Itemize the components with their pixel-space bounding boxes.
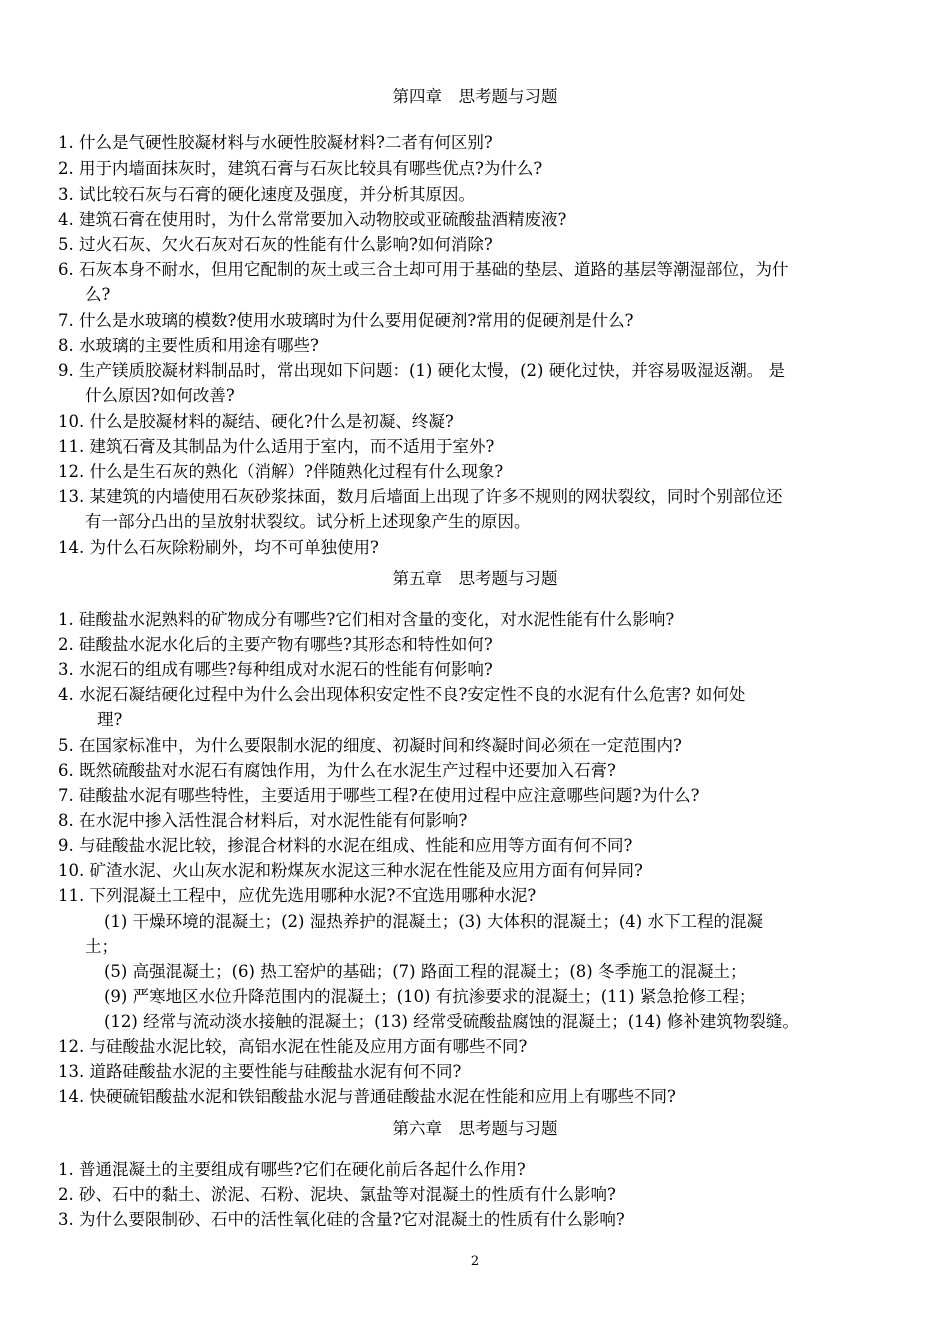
- ch5-q1: 1. 硅酸盐水泥熟料的矿物成分有哪些?它们相对含量的变化，对水泥性能有什么影响?: [58, 610, 675, 629]
- ch6-q2: 2. 砂、石中的黏土、淤泥、石粉、泥块、氯盐等对混凝土的性质有什么影响?: [58, 1185, 616, 1204]
- ch5-q11-option-line-1: (1) 干燥环境的混凝土；(2) 湿热养护的混凝土；(3) 大体积的混凝土；(4) 水下工程的混凝: [104, 912, 763, 931]
- ch4-q2: 2. 用于内墙面抹灰时，建筑石膏与石灰比较具有哪些优点?为什么?: [58, 159, 543, 178]
- ch4-q1: 1. 什么是气硬性胶凝材料与水硬性胶凝材料?二者有何区别?: [58, 133, 493, 152]
- ch5-q8: 8. 在水泥中掺入活性混合材料后，对水泥性能有何影响?: [58, 811, 468, 830]
- ch6-q3: 3. 为什么要限制砂、石中的活性氧化硅的含量?它对混凝土的性质有什么影响?: [58, 1210, 625, 1229]
- ch4-q13: 13. 某建筑的内墙使用石灰砂浆抹面，数月后墙面上出现了许多不规则的网状裂纹，同时个别部位还: [58, 487, 783, 506]
- ch5-q11: 11. 下列混凝土工程中，应优先选用哪种水泥?不宜选用哪种水泥?: [58, 886, 537, 905]
- ch5-q12: 12. 与硅酸盐水泥比较，高铝水泥在性能及应用方面有哪些不同?: [58, 1037, 528, 1056]
- chapter-6-heading: 第六章 思考题与习题: [392, 1119, 558, 1138]
- ch5-q11-option-line-1-cont: 土；: [85, 937, 118, 956]
- ch4-q13-cont: 有一部分凸出的呈放射状裂纹。试分析上述现象产生的原因。: [85, 512, 531, 531]
- ch4-q11: 11. 建筑石膏及其制品为什么适用于室内，而不适用于室外?: [58, 437, 495, 456]
- ch5-q7: 7. 硅酸盐水泥有哪些特性，主要适用于哪些工程?在使用过程中应注意哪些问题?为什么?: [58, 786, 700, 805]
- ch5-q11-option-line-3: (9) 严寒地区水位升降范围内的混凝土；(10) 有抗渗要求的混凝土；(11) 紧急抢修工程；: [104, 987, 756, 1006]
- ch5-q11-option-line-4: (12) 经常与流动淡水接触的混凝土；(13) 经常受硫酸盐腐蚀的混凝土；(14) 修补建筑物裂缝。: [104, 1012, 799, 1031]
- ch4-q5: 5. 过火石灰、欠火石灰对石灰的性能有什么影响?如何消除?: [58, 235, 493, 254]
- page-number: 2: [470, 1254, 480, 1269]
- ch5-q14: 14. 快硬硫铝酸盐水泥和铁铝酸盐水泥与普通硅酸盐水泥在性能和应用上有哪些不同?: [58, 1087, 676, 1106]
- chapter-4-heading: 第四章 思考题与习题: [392, 87, 558, 106]
- ch5-q5: 5. 在国家标准中，为什么要限制水泥的细度、初凝时间和终凝时间必须在一定范围内?: [58, 736, 682, 755]
- ch5-q4: 4. 水泥石凝结硬化过程中为什么会出现体积安定性不良?安定性不良的水泥有什么危害? 如何处: [58, 685, 746, 704]
- ch4-q10: 10. 什么是胶凝材料的凝结、硬化?什么是初凝、终凝?: [58, 412, 454, 431]
- ch5-q10: 10. 矿渣水泥、火山灰水泥和粉煤灰水泥这三种水泥在性能及应用方面有何异同?: [58, 861, 643, 880]
- ch4-q9: 9. 生产镁质胶凝材料制品时，常出现如下问题：(1) 硬化太慢，(2) 硬化过快，并容易吸湿返潮。 是: [58, 361, 785, 380]
- ch5-q9: 9. 与硅酸盐水泥比较，掺混合材料的水泥在组成、性能和应用等方面有何不同?: [58, 836, 633, 855]
- chapter-5-heading: 第五章 思考题与习题: [392, 569, 558, 588]
- ch4-q8: 8. 水玻璃的主要性质和用途有哪些?: [58, 336, 319, 355]
- ch4-q4: 4. 建筑石膏在使用时，为什么常常要加入动物胶或亚硫酸盐酒精废液?: [58, 210, 567, 229]
- ch4-q3: 3. 试比较石灰与石膏的硬化速度及强度，并分析其原因。: [58, 185, 475, 204]
- ch5-q6: 6. 既然硫酸盐对水泥石有腐蚀作用，为什么在水泥生产过程中还要加入石膏?: [58, 761, 616, 780]
- ch5-q3: 3. 水泥石的组成有哪些?每种组成对水泥石的性能有何影响?: [58, 660, 493, 679]
- ch6-q1: 1. 普通混凝土的主要组成有哪些?它们在硬化前后各起什么作用?: [58, 1160, 526, 1179]
- ch4-q6: 6. 石灰本身不耐水，但用它配制的灰土或三合土却可用于基础的垫层、道路的基层等潮湿部位，为什: [58, 260, 789, 279]
- ch5-q2: 2. 硅酸盐水泥水化后的主要产物有哪些?其形态和特性如何?: [58, 635, 493, 654]
- ch4-q9-cont: 什么原因?如何改善?: [85, 386, 235, 405]
- ch4-q14: 14. 为什么石灰除粉刷外，均不可单独使用?: [58, 538, 379, 557]
- ch4-q6-cont: 么?: [85, 285, 111, 304]
- ch4-q12: 12. 什么是生石灰的熟化（消解）?伴随熟化过程有什么现象?: [58, 462, 504, 481]
- ch4-q7: 7. 什么是水玻璃的模数?使用水玻璃时为什么要用促硬剂?常用的促硬剂是什么?: [58, 311, 634, 330]
- ch5-q4-cont: 理?: [97, 710, 123, 729]
- ch5-q13: 13. 道路硅酸盐水泥的主要性能与硅酸盐水泥有何不同?: [58, 1062, 462, 1081]
- ch5-q11-option-line-2: (5) 高强混凝土；(6) 热工窑炉的基础；(7) 路面工程的混凝土；(8) 冬季施工的混凝土；: [104, 962, 747, 981]
